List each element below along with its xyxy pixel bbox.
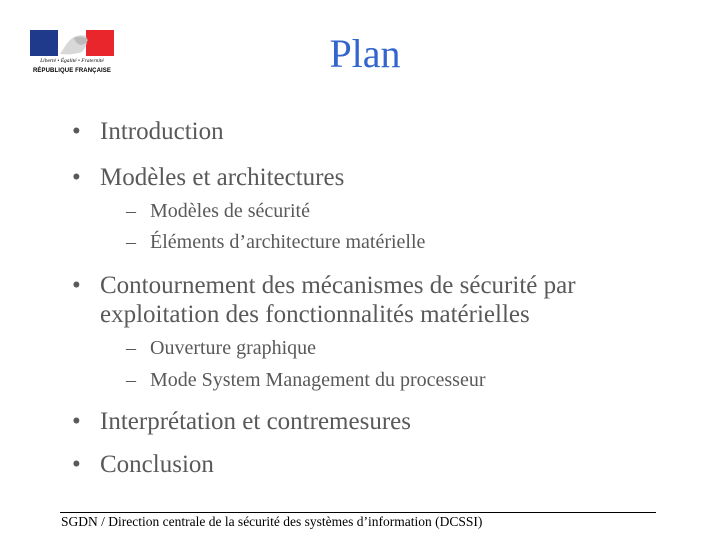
- agenda-subitem-label: Modèles de sécurité: [150, 200, 310, 222]
- agenda-item-label: Introduction: [100, 118, 224, 145]
- agenda-item-label-line2: exploitation des fonctionnalités matérielles: [100, 301, 530, 328]
- dash-icon: –: [126, 337, 136, 359]
- agenda-item-label: Conclusion: [100, 451, 214, 478]
- agenda-subitem-label: Mode System Management du processeur: [150, 369, 486, 391]
- agenda-item-label: Modèles et architectures: [100, 164, 345, 191]
- agenda-item-label: Interprétation et contremesures: [100, 408, 411, 435]
- agenda-subitem-label: Éléments d’architecture matérielle: [150, 231, 426, 253]
- bullet-icon: •: [72, 272, 81, 299]
- bullet-icon: •: [72, 118, 81, 145]
- agenda-item-label-line1: Contournement des mécanismes de sécurité par: [100, 272, 576, 299]
- dash-icon: –: [126, 231, 136, 253]
- dash-icon: –: [126, 200, 136, 222]
- republique-motto: Liberté • Égalité • Fraternité: [40, 58, 104, 64]
- dash-icon: –: [126, 369, 136, 391]
- agenda-subitem-label: Ouverture graphique: [150, 337, 317, 359]
- republique-name: RÉPUBLIQUE FRANÇAISE: [32, 68, 111, 74]
- slide-title: Plan: [329, 31, 401, 76]
- bullet-icon: •: [72, 451, 81, 478]
- marianne-flag-icon: [30, 30, 114, 56]
- bullet-icon: •: [72, 408, 81, 435]
- footer-text: SGDN / Direction centrale de la sécurité des systèmes d’information (DCSSI): [61, 514, 483, 529]
- bullet-icon: •: [72, 164, 81, 191]
- footer-divider: [60, 512, 656, 513]
- republique-francaise-logo: [30, 30, 114, 79]
